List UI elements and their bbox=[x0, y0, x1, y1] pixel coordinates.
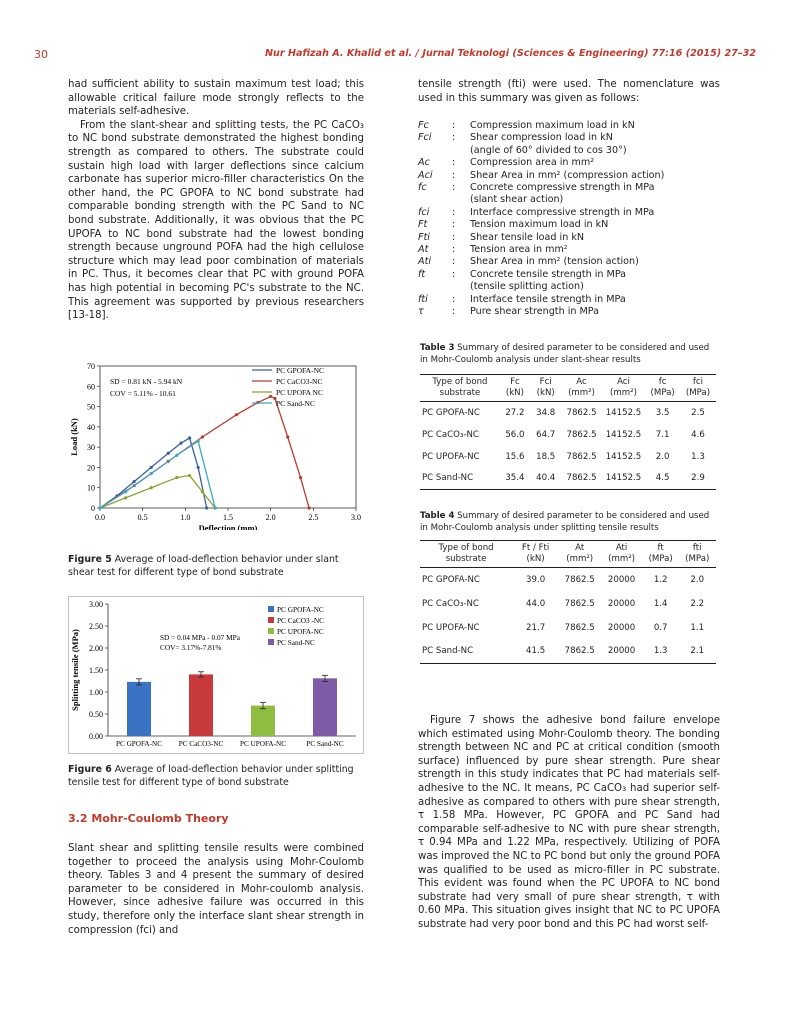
x-tick-label: 0.0 bbox=[95, 513, 105, 522]
nomenclature-definition: Compression maximum load in kN bbox=[470, 120, 635, 131]
table-cell: 2.0 bbox=[655, 451, 670, 462]
table-3 bbox=[420, 342, 716, 490]
y-tick-label: 50 bbox=[87, 402, 95, 412]
caption-text: Average of load-deflection behavior under slant shear test for different type of bond substrate bbox=[68, 554, 339, 578]
paragraph: tensile strength (fti) were used. The nomenclature was used in this summary was given as follows: bbox=[418, 79, 720, 104]
table-header-cell: Ft / Fti (kN) bbox=[521, 543, 550, 564]
table-header-cell: fci (MPa) bbox=[685, 377, 711, 398]
nomenclature-colon: : bbox=[452, 268, 456, 280]
data-point bbox=[299, 476, 302, 479]
table-cell: 1.3 bbox=[691, 451, 705, 462]
nomenclature-definition: (slant shear action) bbox=[470, 194, 564, 206]
legend-label: PC Sand-NC bbox=[276, 399, 315, 408]
load-deflection-chart bbox=[68, 358, 364, 530]
data-point bbox=[214, 506, 217, 509]
nomenclature-row bbox=[418, 132, 728, 144]
paragraph: had sufficient ability to sustain maximum test load; this allowable critical failure mode strongly reflects to the materials self-adhesive. bbox=[68, 79, 364, 118]
y-tick-label: 30 bbox=[87, 443, 95, 453]
nomenclature-definition: (angle of 60° divided to cos 30°) bbox=[470, 144, 627, 156]
paragraph: Slant shear and splitting tensile results were combined together to proceed the analysis using Mohr-Coulomb theory. Tables 3 and 4 present the summary of desired parameter to be considered in Mohr-coulomb analysis. However, since adhesive failure was occurred in this study, therefore only the interface slant shear strength in compression (fci) and bbox=[68, 843, 364, 936]
table-cell: 2.2 bbox=[690, 598, 705, 609]
legend-label: PC UPOFA-NC bbox=[277, 627, 324, 636]
nomenclature-row bbox=[418, 194, 728, 206]
data-point bbox=[197, 439, 200, 442]
table-cell: PC CaCO₃-NC bbox=[422, 429, 479, 440]
table-cell: PC GPOFA-NC bbox=[422, 407, 480, 418]
nomenclature-row bbox=[418, 306, 728, 318]
table-header-cell: Ati (mm²) bbox=[608, 543, 636, 564]
nomenclature-row bbox=[418, 170, 728, 182]
y-tick-label: 20 bbox=[87, 463, 95, 473]
data-point bbox=[150, 486, 153, 489]
journal-citation: Nur Hafizah A. Khalid et al. / Jurnal Teknologi (Sciences & Engineering) 77:16 (2015) 27–32 bbox=[265, 48, 756, 59]
data-point bbox=[197, 466, 200, 469]
table-cell: 0.7 bbox=[653, 622, 668, 633]
data-point bbox=[188, 436, 191, 439]
page-number: 30 bbox=[34, 48, 48, 61]
nomenclature-definition: Tension maximum load in kN bbox=[470, 219, 609, 231]
table-header-cell: Aci (mm²) bbox=[610, 377, 637, 398]
data-point bbox=[124, 496, 127, 499]
nomenclature-definition: Shear Area in mm² (compression action) bbox=[470, 169, 665, 181]
y-tick-label: 1.00 bbox=[89, 688, 103, 697]
nomenclature-symbol bbox=[418, 281, 452, 293]
table-cell: 56.0 bbox=[505, 429, 525, 440]
nomenclature-row bbox=[418, 182, 728, 194]
page-header bbox=[34, 48, 756, 66]
chart-annotation: COV= 3.17%-7.81% bbox=[160, 643, 222, 652]
nomenclature-colon: : bbox=[452, 219, 456, 231]
nomenclature-colon: : bbox=[452, 132, 456, 144]
legend-swatch bbox=[268, 628, 274, 634]
table-cell: 27.2 bbox=[505, 407, 525, 418]
splitting-tensile-chart bbox=[68, 596, 364, 754]
data-point bbox=[205, 506, 208, 509]
legend-label: PC GPOFA-NC bbox=[276, 366, 324, 375]
table-cell: 2.0 bbox=[690, 574, 705, 585]
table-cell: 40.4 bbox=[536, 473, 556, 484]
y-tick-label: 0.00 bbox=[89, 732, 103, 741]
table-cell: 1.4 bbox=[653, 598, 668, 609]
nomenclature-colon: : bbox=[452, 169, 456, 181]
table-header-cell: Ac (mm²) bbox=[568, 377, 595, 398]
nomenclature-colon: : bbox=[452, 231, 456, 243]
table-cell: PC Sand-NC bbox=[422, 646, 474, 657]
nomenclature-colon: : bbox=[452, 157, 456, 169]
y-tick-label: 1.50 bbox=[89, 666, 103, 675]
table-cell: PC UPOFA-NC bbox=[422, 451, 480, 462]
nomenclature-symbol: fti bbox=[418, 293, 428, 305]
table-cell: 4.5 bbox=[655, 473, 670, 484]
nomenclature-row bbox=[418, 207, 728, 219]
table-cell: 39.0 bbox=[526, 574, 546, 585]
table-row bbox=[420, 568, 716, 592]
nomenclature-symbol: ft bbox=[418, 268, 426, 280]
table-row bbox=[420, 402, 716, 424]
nomenclature-symbol bbox=[418, 145, 452, 157]
legend-swatch bbox=[268, 606, 274, 612]
table-cell: 2.5 bbox=[691, 407, 705, 418]
y-axis-label: Load (kN) bbox=[69, 418, 79, 456]
data-point bbox=[201, 435, 204, 438]
nomenclature-colon bbox=[452, 281, 470, 293]
table-header-cell: Fc (kN) bbox=[505, 377, 524, 398]
bar bbox=[251, 706, 275, 736]
table-cell: 14152.5 bbox=[605, 429, 642, 440]
nomenclature-row bbox=[418, 219, 728, 231]
nomenclature-definition: Compression area in mm² bbox=[470, 157, 595, 169]
figure-5 bbox=[68, 358, 364, 579]
y-axis-label: Splitting tensile (MPa) bbox=[70, 629, 80, 711]
x-tick-label: 2.5 bbox=[308, 513, 319, 522]
table-cell: 18.5 bbox=[536, 451, 556, 462]
y-tick-label: 0 bbox=[91, 504, 95, 513]
nomenclature-symbol: Ft bbox=[418, 219, 428, 231]
data-point bbox=[269, 395, 272, 398]
nomenclature-row bbox=[418, 256, 728, 268]
caption-label: Figure 6 bbox=[68, 764, 112, 775]
nomenclature-colon: : bbox=[452, 120, 456, 131]
table-cell: 20000 bbox=[607, 598, 636, 609]
y-tick-label: 60 bbox=[87, 382, 95, 392]
bar bbox=[189, 674, 213, 736]
nomenclature-definition: Concrete compressive strength in MPa bbox=[470, 182, 655, 194]
nomenclature-row bbox=[418, 244, 728, 256]
nomenclature-row bbox=[418, 281, 728, 293]
table-4 bbox=[420, 510, 716, 664]
table-cell: PC CaCO₃-NC bbox=[422, 598, 479, 609]
nomenclature-definition: Interface tensile strength in MPa bbox=[470, 293, 626, 305]
table-row bbox=[420, 616, 716, 640]
nomenclature-symbol: fc bbox=[418, 182, 427, 194]
table-cell: 20000 bbox=[607, 622, 636, 633]
caption-label: Table 3 bbox=[420, 343, 455, 353]
table-4-caption bbox=[420, 510, 716, 534]
bar bbox=[313, 678, 337, 736]
table-row bbox=[420, 446, 716, 468]
legend-label: PC UPOFA NC bbox=[276, 388, 323, 397]
caption-text: Average of load-deflection behavior under splitting tensile test for different type of bond substrate bbox=[68, 764, 354, 788]
table-cell: 7862.5 bbox=[566, 451, 597, 462]
x-tick-label: PC UPOFA-NC bbox=[240, 740, 286, 748]
chart-annotation: COV = 5.11% - 10.61 bbox=[110, 389, 176, 398]
y-tick-label: 70 bbox=[87, 362, 95, 371]
section-text bbox=[68, 842, 364, 937]
series-line bbox=[100, 441, 215, 508]
data-point bbox=[150, 466, 153, 469]
nomenclature-colon bbox=[452, 145, 470, 157]
data-point bbox=[133, 480, 136, 483]
table-cell: 1.3 bbox=[653, 646, 668, 657]
nomenclature-symbol: Fc bbox=[418, 120, 429, 131]
data-point bbox=[98, 506, 101, 509]
table-row bbox=[420, 468, 716, 490]
table-cell: 2.9 bbox=[691, 473, 705, 484]
nomenclature-list bbox=[418, 120, 728, 319]
paragraph: Figure 7 shows the adhesive bond failure envelope which estimated using Mohr-Coulomb theory. The bonding strength between NC and PC at critical condition (smooth surface) influenced by pure shear strength. Pure shear strength in this study indicates that PC had materials self-adhesive to the NC. It means, PC CaCO₃ had superior self-adhesive as compared to others with pure shear strength, τ 1.58 MPa. However, PC GPOFA and PC Sand had comparable self-adhesive to NC with pure shear strength, τ 0.94 MPa and 1.22 MPa, respectively. Utilizing of POFA was improved the NC to PC bond but only the ground POFA was qualified to be used as micro-filler in PC substrate. This evident was found when the PC UPOFA to NC bond substrate had very small of pure shear strength, τ with 0.60 MPa. This situation gives insight that NC to PC UPOFA substrate had very poor bond and this PC had worst self- bbox=[418, 715, 720, 930]
table-cell: 7862.5 bbox=[564, 646, 595, 657]
table-cell: 41.5 bbox=[526, 646, 546, 657]
nomenclature-row bbox=[418, 269, 728, 281]
nomenclature-definition: Tension area in mm² bbox=[470, 244, 568, 256]
data-point bbox=[175, 476, 178, 479]
nomenclature-colon: : bbox=[452, 206, 456, 218]
x-tick-label: 1.0 bbox=[180, 513, 191, 522]
figure-6-caption bbox=[68, 764, 364, 789]
nomenclature-row bbox=[418, 294, 728, 306]
data-point bbox=[188, 474, 191, 477]
nomenclature-symbol: At bbox=[418, 244, 429, 256]
x-tick-label: PC Sand-NC bbox=[306, 740, 344, 748]
nomenclature-colon: : bbox=[452, 306, 456, 318]
data-point bbox=[167, 452, 170, 455]
x-axis-label: Deflection (mm) bbox=[198, 523, 258, 530]
figure-6 bbox=[68, 596, 364, 789]
table-cell: 7862.5 bbox=[564, 574, 595, 585]
table-header-cell: ft (MPa) bbox=[648, 543, 673, 564]
table-cell: 14152.5 bbox=[605, 473, 642, 484]
y-tick-label: 0.50 bbox=[89, 710, 103, 719]
data-point bbox=[179, 441, 182, 444]
caption-text: Summary of desired parameter to be considered and used in Mohr-Coulomb analysis under slant-shear results bbox=[420, 343, 710, 365]
table-cell: 64.7 bbox=[536, 429, 556, 440]
table-4-grid bbox=[420, 540, 716, 664]
data-point bbox=[201, 490, 204, 493]
legend-label: PC CaCO3-NC bbox=[276, 377, 323, 386]
nomenclature-definition: Pure shear strength in MPa bbox=[470, 306, 599, 318]
series-line bbox=[100, 396, 309, 508]
nomenclature-colon: : bbox=[452, 293, 456, 305]
table-cell: 7.1 bbox=[655, 429, 670, 440]
nomenclature-definition: (tensile splitting action) bbox=[470, 281, 584, 293]
legend-swatch bbox=[268, 617, 274, 623]
series-line bbox=[100, 476, 215, 508]
left-column-text bbox=[68, 78, 364, 323]
table-header-cell: Type of bond substrate bbox=[432, 377, 488, 398]
table-cell: 20000 bbox=[607, 574, 636, 585]
table-cell: 7862.5 bbox=[564, 622, 595, 633]
figure-5-caption bbox=[68, 554, 364, 579]
nomenclature-colon bbox=[452, 194, 470, 206]
nomenclature-symbol bbox=[418, 194, 452, 206]
nomenclature-symbol: Aci bbox=[418, 169, 433, 181]
nomenclature-colon: : bbox=[452, 244, 456, 256]
nomenclature-definition: Shear compression load in kN bbox=[470, 132, 613, 144]
data-point bbox=[235, 413, 238, 416]
caption-text: Summary of desired parameter to be considered and used in Mohr-Coulomb analysis under splitting tensile results bbox=[420, 511, 710, 533]
legend-label: PC GPOFA-NC bbox=[277, 605, 324, 614]
nomenclature-symbol: τ bbox=[418, 306, 424, 318]
nomenclature-symbol: Ati bbox=[418, 256, 431, 268]
table-cell: 7862.5 bbox=[564, 598, 595, 609]
data-point bbox=[286, 435, 289, 438]
table-header-cell: fc (MPa) bbox=[650, 377, 675, 398]
nomenclature-definition: Interface compressive strength in MPa bbox=[470, 206, 655, 218]
table-cell: 20000 bbox=[607, 646, 636, 657]
table-cell: 7862.5 bbox=[566, 407, 597, 418]
caption-label: Table 4 bbox=[420, 511, 455, 521]
nomenclature-row bbox=[418, 157, 728, 169]
legend-label: PC Sand-NC bbox=[277, 638, 315, 647]
table-cell: 21.7 bbox=[526, 622, 546, 633]
section-heading: 3.2 Mohr-Coulomb Theory bbox=[68, 812, 229, 825]
chart-annotation: SD = 0.81 kN - 5.94 kN bbox=[110, 377, 183, 386]
x-tick-label: PC GPOFA-NC bbox=[116, 740, 162, 748]
right-column-text bbox=[418, 714, 720, 932]
table-cell: 1.1 bbox=[690, 622, 705, 633]
table-header-cell: fti (MPa) bbox=[685, 543, 710, 564]
data-point bbox=[175, 454, 178, 457]
table-cell: 7862.5 bbox=[566, 473, 597, 484]
nomenclature-symbol: Fci bbox=[418, 132, 432, 144]
table-cell: PC Sand-NC bbox=[422, 473, 474, 484]
y-tick-label: 3.00 bbox=[89, 600, 103, 609]
y-tick-label: 2.50 bbox=[89, 622, 103, 631]
nomenclature-definition: Shear tensile load in kN bbox=[470, 231, 585, 243]
table-cell: 1.2 bbox=[653, 574, 668, 585]
table-cell: 14152.5 bbox=[605, 407, 642, 418]
table-cell: PC GPOFA-NC bbox=[422, 574, 480, 585]
nomenclature-definition: Shear Area in mm² (tension action) bbox=[470, 256, 639, 268]
nomenclature-symbol: Fti bbox=[418, 231, 430, 243]
x-tick-label: 0.5 bbox=[137, 513, 148, 522]
data-point bbox=[307, 506, 310, 509]
table-header-cell: Type of bond substrate bbox=[438, 543, 494, 564]
legend-label: PC CaCO3 -NC bbox=[277, 616, 325, 625]
table-row bbox=[420, 424, 716, 446]
table-cell: 35.4 bbox=[505, 473, 525, 484]
table-row bbox=[420, 640, 716, 664]
table-cell: 44.0 bbox=[526, 598, 546, 609]
nomenclature-symbol: fci bbox=[418, 206, 430, 218]
table-row bbox=[420, 592, 716, 616]
x-tick-label: 1.5 bbox=[223, 513, 233, 522]
table-cell: PC UPOFA-NC bbox=[422, 622, 480, 633]
table-cell: 34.8 bbox=[536, 407, 556, 418]
chart-annotation: SD = 0.04 MPa - 0.07 MPa bbox=[160, 633, 240, 642]
paragraph: From the slant-shear and splitting tests, the PC CaCO₃ to NC bond substrate demonstrated the highest bonding strength as compared to others. The substrate could sustain high load with larger deflections since calcium carbonate has superior micro-filler characteristics On the other hand, the PC GPOFA to NC bond substrate had comparable bonding strength with the PC Sand to NC bond substrate. Additionally, it was obvious that the PC UPOFA to NC bond substrate had the lowest bonding strength because unground POFA had the high cellulose structure which may lead poor combination of materials in PC. Thus, it becomes clear that PC with ground POFA has high potential in becoming PC's substrate to the NC. This agreement was supported by previous researchers [13-18]. bbox=[68, 119, 364, 322]
y-tick-label: 40 bbox=[87, 422, 95, 432]
right-column-intro bbox=[418, 78, 720, 105]
nomenclature-colon: : bbox=[452, 182, 456, 194]
nomenclature-colon: : bbox=[452, 256, 456, 268]
table-cell: 15.6 bbox=[505, 451, 525, 462]
table-3-grid bbox=[420, 374, 716, 490]
x-tick-label: PC CaCO3-NC bbox=[178, 740, 224, 748]
bar bbox=[127, 682, 151, 736]
data-point bbox=[124, 490, 127, 493]
table-header-cell: Fci (kN) bbox=[536, 377, 555, 398]
y-tick-label: 10 bbox=[87, 483, 95, 493]
nomenclature-row bbox=[418, 120, 728, 132]
x-tick-label: 2.0 bbox=[265, 513, 276, 522]
nomenclature-symbol: Ac bbox=[418, 157, 430, 169]
table-cell: 14152.5 bbox=[605, 451, 642, 462]
y-tick-label: 2.00 bbox=[89, 644, 103, 653]
table-cell: 2.1 bbox=[690, 646, 705, 657]
table-cell: 4.6 bbox=[691, 429, 705, 440]
legend-swatch bbox=[268, 639, 274, 645]
table-3-caption bbox=[420, 342, 716, 366]
data-point bbox=[150, 472, 153, 475]
table-header-cell: At (mm²) bbox=[566, 543, 594, 564]
nomenclature-row bbox=[418, 145, 728, 157]
table-cell: 3.5 bbox=[655, 407, 670, 418]
caption-label: Figure 5 bbox=[68, 554, 112, 565]
table-cell: 7862.5 bbox=[566, 429, 597, 440]
x-tick-label: 3.0 bbox=[351, 513, 361, 522]
nomenclature-definition: Concrete tensile strength in MPa bbox=[470, 268, 627, 280]
nomenclature-row bbox=[418, 232, 728, 244]
